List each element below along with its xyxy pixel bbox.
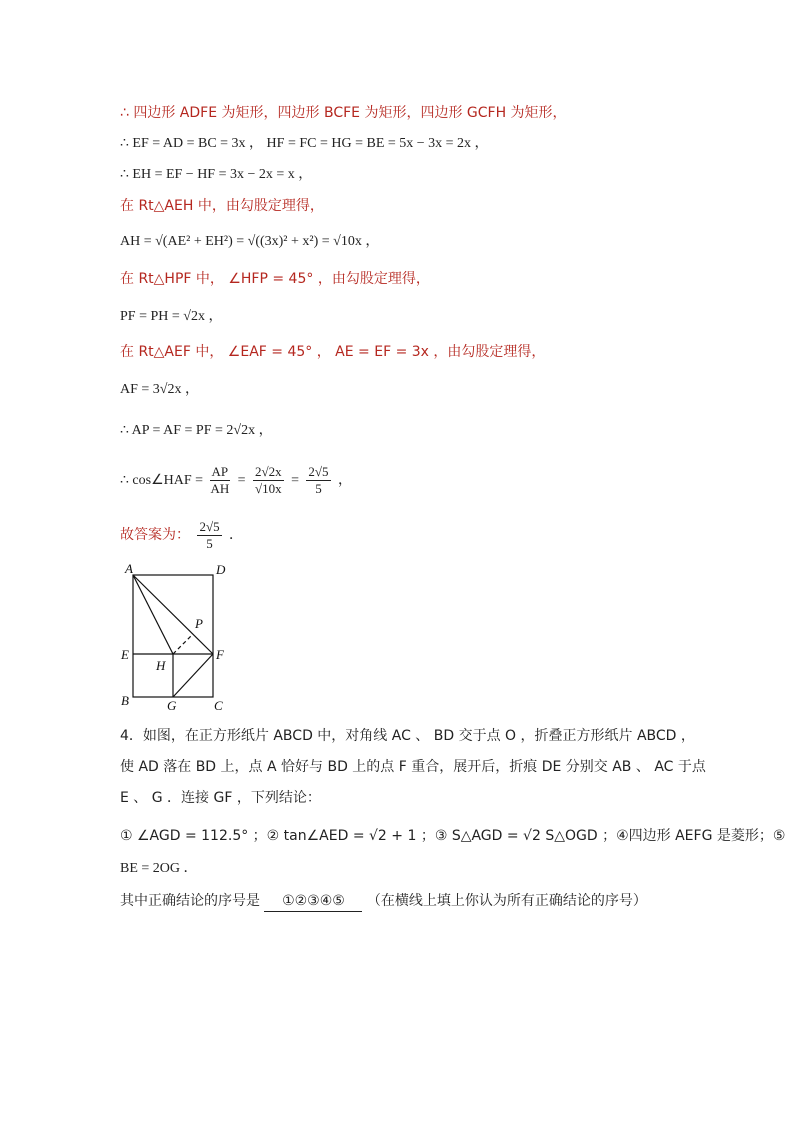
segment-hp-dashed [173,634,193,654]
solution-line-8: 在 Rt△AEF 中， ∠EAF = 45° ， AE = EF = 3x ，由勾股定理得， [120,344,546,360]
solution-line-7: PF = PH = √2x ， [120,309,223,324]
problem4-line-6 [120,891,647,912]
solution-line-10: ∴ AP = AF = PF = 2√2x ， [120,423,273,438]
solution-line-9: AF = 3√2x ， [120,382,199,397]
solution-line-3: ∴ EH = EF − HF = 3x − 2x = x ， [120,167,313,182]
solution-line-11 [120,460,352,501]
fraction-denominator: √10x [254,480,282,496]
comma: ， [338,473,353,488]
equals-sign: = [291,473,299,488]
fraction-denominator: 5 [206,535,213,551]
label-g: G [167,698,177,713]
fraction-numerator: 2√5 [308,463,329,479]
fraction-denominator: AH [210,480,230,496]
problem4-line-1: 4．如图，在正方形纸片 ABCD 中，对角线 AC 、 BD 交于点 O ，折叠正方形纸片 ABCD ， [120,728,695,744]
answer-blank: ①②③④⑤ [264,891,362,912]
answer-prefix: 故答案为： [120,527,190,543]
fraction-2root5-5 [306,464,330,497]
fraction-ap-ah [210,464,231,497]
label-p: P [195,616,203,631]
label-e: E [121,647,129,662]
label-c: C [214,698,223,713]
answer-instruction: （在横线上填上你认为所有正确结论的序号） [366,893,647,909]
label-f: F [216,647,224,662]
label-a: A [125,561,133,576]
answer-line [120,515,243,555]
solution-line-6: 在 Rt△HPF 中， ∠HFP = 45° ，由勾股定理得， [120,271,430,287]
label-h: H [156,658,166,673]
solution-line-5: AH = √(AE² + EH²) = √((3x)² + x²) = √10x ， [120,234,380,249]
geometry-figure [115,558,245,713]
label-d: D [216,562,226,577]
fraction-numerator: 2√2x [254,463,282,479]
solution-line-1: ∴ 四边形 ADFE 为矩形，四边形 BCFE 为矩形，四边形 GCFH 为矩形， [120,105,567,121]
problem4-line-3: E 、 G ．连接 GF ，下列结论： [120,790,321,806]
segment-gf [173,654,213,697]
fraction-2root2x-root10x [253,464,284,497]
problem4-line-4: ① ∠AGD = 112.5° ；② tan∠AED = √2 + 1 ；③ S△AGD = √2 S△OGD ；④四边形 AEFG 是菱形；⑤ [120,828,786,844]
fraction-denominator: 5 [315,480,322,496]
solution-line-2: ∴ EF = AD = BC = 3x ， HF = FC = HG = BE = 5x − 3x = 2x ， [120,136,489,151]
segment-ah [133,575,173,654]
solution-line-4: 在 Rt△AEH 中，由勾股定理得， [120,198,324,214]
fraction-numerator: AP [211,463,229,479]
answer-fraction [197,519,221,552]
fraction-numerator: 2√5 [199,518,220,534]
equals-sign: = [237,473,246,488]
label-b: B [121,693,129,708]
cos-prefix: ∴ cos∠HAF = [120,473,207,488]
answer-period: ． [229,527,244,543]
segment-af [133,575,213,654]
answer-prompt: 其中正确结论的序号是 [120,893,260,909]
problem4-line-2: 使 AD 落在 BD 上，点 A 恰好与 BD 上的点 F 重合，展开后，折痕 DE 分别交 AB 、 AC 于点 [120,759,706,775]
problem4-line-5: BE = 2OG ． [120,861,198,876]
